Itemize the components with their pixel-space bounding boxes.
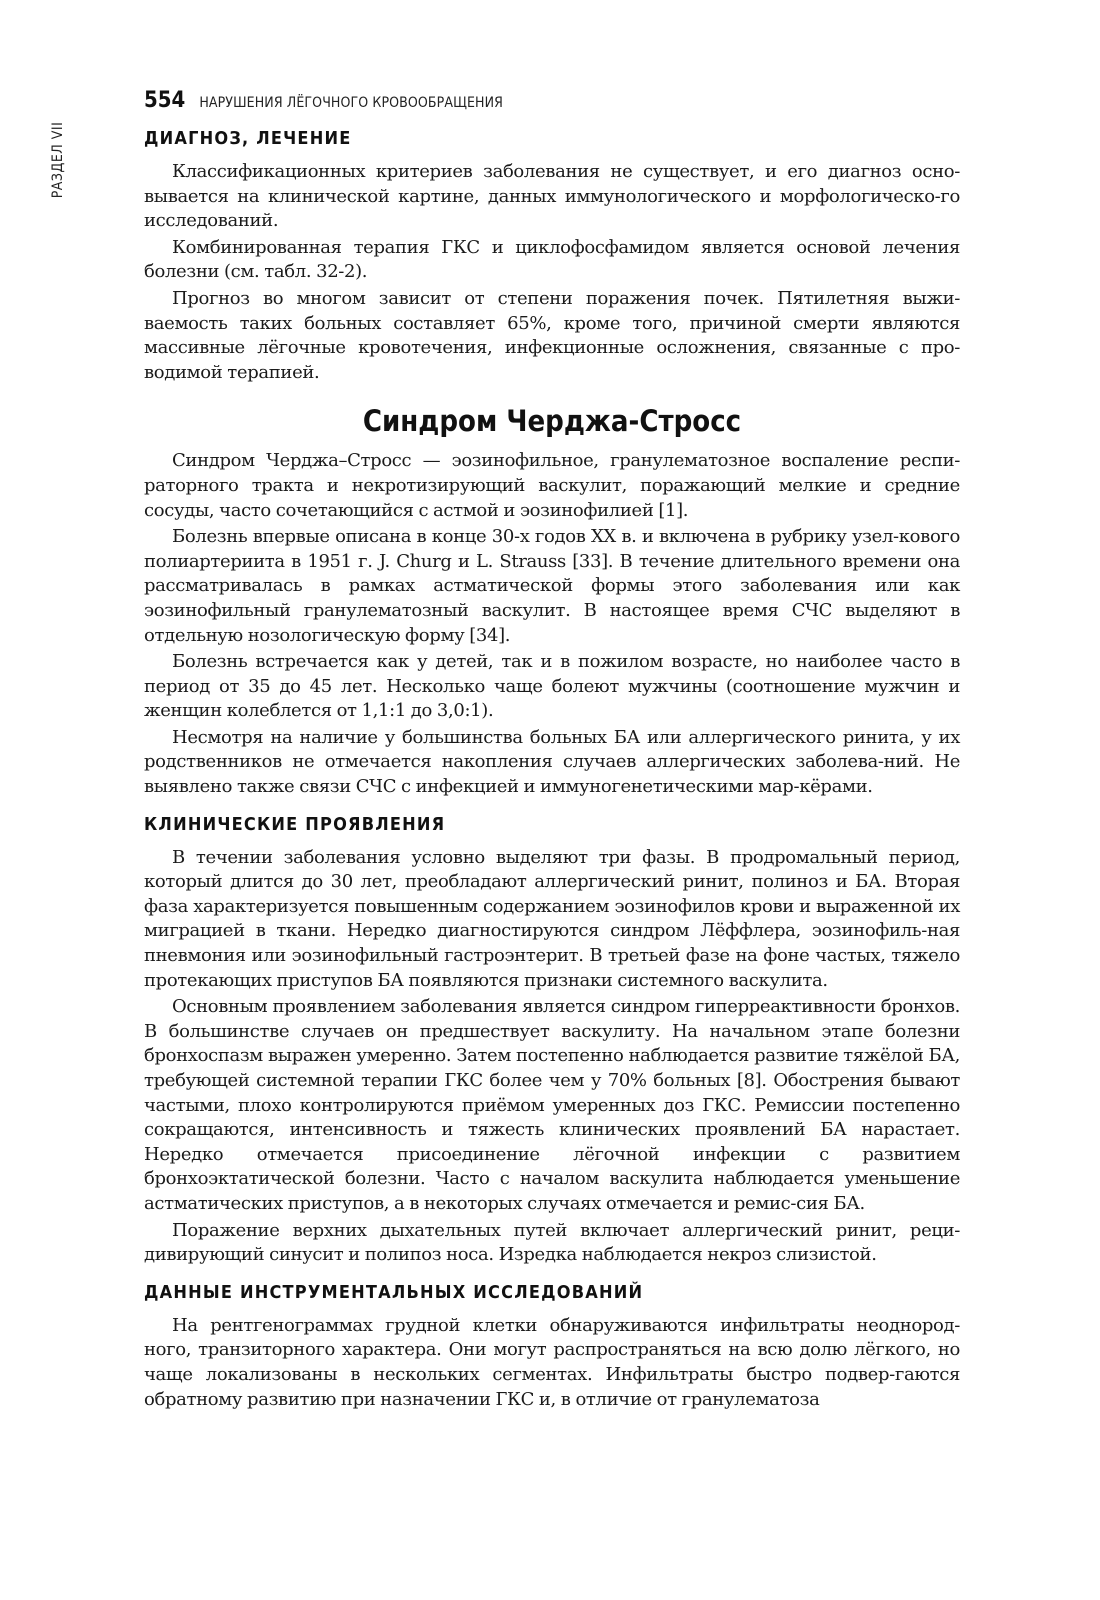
paragraph: Болезнь встречается как у детей, так и в пожилом возрасте, но наиболее часто в период от 35 до 45 лет. Несколько чаще болеют мужчины (соотношение мужчин и женщин колеблется от 1,1:1 до 3,0:1). — [144, 651, 960, 722]
running-title: НАРУШЕНИЯ ЛЁГОЧНОГО КРОВООБРАЩЕНИЯ — [199, 95, 503, 111]
clinical-heading: КЛИНИЧЕСКИЕ ПРОЯВЛЕНИЯ — [144, 813, 446, 835]
page-number: 554 — [144, 88, 186, 113]
running-header — [144, 88, 503, 113]
paragraph: Болезнь впервые описана в конце 30-х годов XX в. и включена в рубрику узел-кового полиартериита в 1951 г. J. Churg и L. Strauss [33]. В течение длительного времени она рассматривалась в рамках астматической формы этого заболевания или как эозинофильный гранулематозный васкулит. В настоящее время СЧС выделяют в отдельную нозологическую форму [34]. — [144, 526, 960, 646]
section-side-label: РАЗДЕЛ VII — [50, 121, 66, 199]
paragraph: Поражение верхних дыхательных путей включает аллергический ринит, реци-дивирующий синусит и полипоз носа. Изредка наблюдается некроз слизистой. — [144, 1219, 960, 1266]
paragraph: Несмотря на наличие у большинства больных БА или аллергического ринита, у их родственников не отмечается накопления случаев аллергических заболева-ний. Не выявлено также связи СЧС с инфекцией и иммуногенетическими мар-кёрами. — [144, 726, 960, 798]
paragraph: Классификационных критериев заболевания не существует, и его диагноз осно-вывается на клинической картине, данных иммунологического и морфологическо-го исследований. — [144, 161, 960, 232]
paragraph: Основным проявлением заболевания является синдром гиперреактивности бронхов. В большинстве случаев он предшествует васкулиту. На начальном этапе болезни бронхоспазм выражен умеренно. Затем постепенно наблюдается развитие тяжёлой БА, требующей системной терапии ГКС более чем у 70% больных [8]. Обострения бывают частыми, плохо контролируются приёмом умеренных доз ГКС. Ремиссии постепенно сокращаются, интенсивность и тяжесть клинических проявлений БА нарастает. Нередко отмечается присоединение лёгочной инфекции с развитием бронхоэктатической болезни. Часто с началом васкулита наблюдается уменьшение астматических приступов, а в некоторых случаях отмечается и ремис-сия БА. — [144, 996, 960, 1214]
main-text-column — [144, 126, 960, 1414]
paragraph: Комбинированная терапия ГКС и циклофосфамидом является основой лечения болезни (см. табл. 32-2). — [144, 236, 960, 283]
diagnosis-heading: ДИАГНОЗ, ЛЕЧЕНИЕ — [144, 128, 352, 149]
paragraph: На рентгенограммах грудной клетки обнаруживаются инфильтраты неоднород-ного, транзиторного характера. Они могут распространяться на всю долю лёгкого, но чаще локализованы в нескольких сегментах. Инфильтраты быстро подвер-гаются обратному развитию при назначении ГКС и, в отличие от гранулематоза — [144, 1314, 960, 1410]
section-title: Синдром Черджа-Стросс — [362, 404, 742, 439]
instrumental-heading: ДАННЫЕ ИНСТРУМЕНТАЛЬНЫХ ИССЛЕДОВАНИЙ — [144, 1281, 644, 1303]
paragraph: Синдром Черджа–Стросс — эозинофильное, гранулематозное воспаление респи-раторного тракта и некротизирующий васкулит, поражающий мелкие и средние сосуды, часто сочетающийся с астмой и эозинофилией [1]. — [144, 450, 960, 521]
paragraph: Прогноз во многом зависит от степени поражения почек. Пятилетняя выжи-ваемость таких больных составляет 65%, кроме того, причиной смерти являются массивные лёгочные кровотечения, инфекционные осложнения, связанные с про-водимой терапией. — [144, 287, 960, 383]
paragraph: В течении заболевания условно выделяют три фазы. В продромальный период, который длится до 30 лет, преобладают аллергический ринит, полиноз и БА. Вторая фаза характеризуется повышенным содержанием эозинофилов крови и выраженной их миграцией в ткани. Нередко диагностируются синдром Лёффлера, эозинофиль-ная пневмония или эозинофильный гастроэнтерит. В третьей фазе на фоне частых, тяжело протекающих приступов БА появляются признаки системного васкулита. — [144, 846, 960, 991]
